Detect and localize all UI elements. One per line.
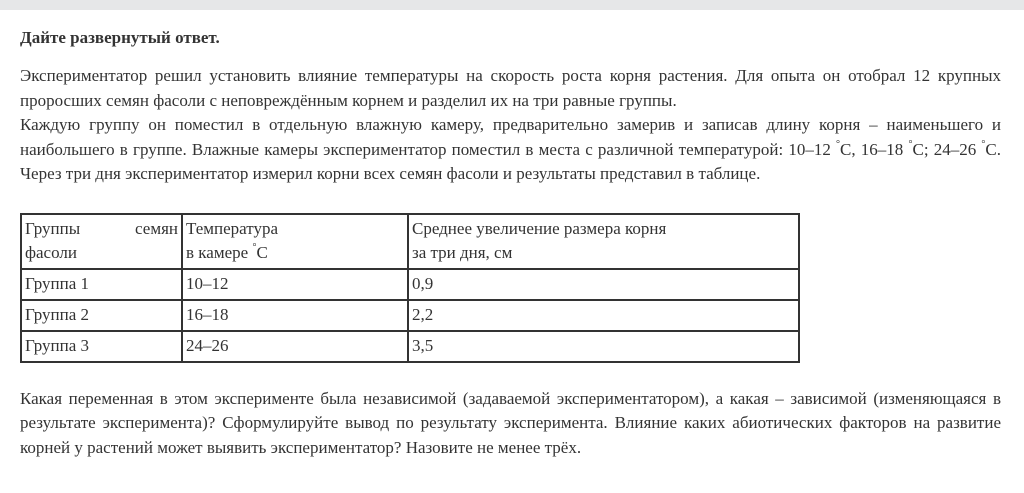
- cell-temp: 24–26: [182, 331, 408, 362]
- intro-unit-2: С; 24–26: [912, 139, 982, 159]
- header-groups-line2: фасоли: [25, 242, 77, 262]
- header-degree-sign: °: [252, 241, 257, 253]
- degree-sign-2: °: [908, 138, 913, 150]
- table-row: [21, 331, 799, 362]
- table-row: [21, 300, 799, 331]
- header-growth-line1: Среднее увеличение размера корня: [412, 218, 667, 238]
- question-paragraph: Какая переменная в этом эксперименте была независимой (задаваемой экспериментатором), а какая – зависимой (изменяющаяся в результате эксперимента)? Сформулируйте вывод по результату эксперимента. Влияние каких абиотических факторов на развитие корней у растений может выявить экспериментатор? Назовите не менее трёх.: [20, 388, 1001, 457]
- intro-line2-b: С. Через три дня экспериментатор измерил корни всех семян фасоли и результаты представил в таблице.: [20, 139, 1002, 183]
- table-row: [21, 269, 799, 300]
- cell-group: Группа 2: [21, 300, 182, 331]
- cell-growth: 2,2: [408, 300, 799, 331]
- header-groups: [21, 214, 182, 269]
- intro-line1: Экспериментатор решил установить влияние температуры на скорость роста корня растения. Для опыта он отобрал 12 крупных проросших семян фасоли с неповреждённым корнем и разделил их на три равные группы.: [20, 66, 1001, 110]
- header-groups-line1: Группы семян: [25, 218, 178, 238]
- degree-sign-1: °: [836, 138, 841, 150]
- header-growth-line2: за три дня, см: [412, 242, 513, 262]
- header-temperature-unit: С: [256, 242, 268, 262]
- cell-group: Группа 3: [21, 331, 182, 362]
- cell-growth: 0,9: [408, 269, 799, 300]
- intro-line2-a: Каждую группу он поместил в отдельную влажную камеру, предварительно замерив и записав длину корня – наименьшего и наибольшего в группе. Влажные камеры экспериментатор поместил в места с различной температурой: 10–12: [20, 115, 1001, 159]
- cell-temp: 16–18: [182, 300, 408, 331]
- top-bar: [0, 0, 1024, 10]
- table-header-row: [21, 214, 799, 269]
- header-temperature-line1: Температура: [186, 218, 279, 238]
- task-heading: Дайте развернутый ответ.: [20, 28, 220, 47]
- header-temperature-line2: в камере: [186, 242, 253, 262]
- header-growth: [408, 214, 799, 269]
- cell-group: Группа 1: [21, 269, 182, 300]
- task-content: [20, 26, 1001, 460]
- intro-paragraph: [20, 64, 1001, 187]
- cell-growth: 3,5: [408, 331, 799, 362]
- results-table: [20, 213, 800, 363]
- degree-sign-3: °: [981, 138, 986, 150]
- cell-temp: 10–12: [182, 269, 408, 300]
- header-temperature: [182, 214, 408, 269]
- intro-unit-1: С, 16–18: [840, 139, 909, 159]
